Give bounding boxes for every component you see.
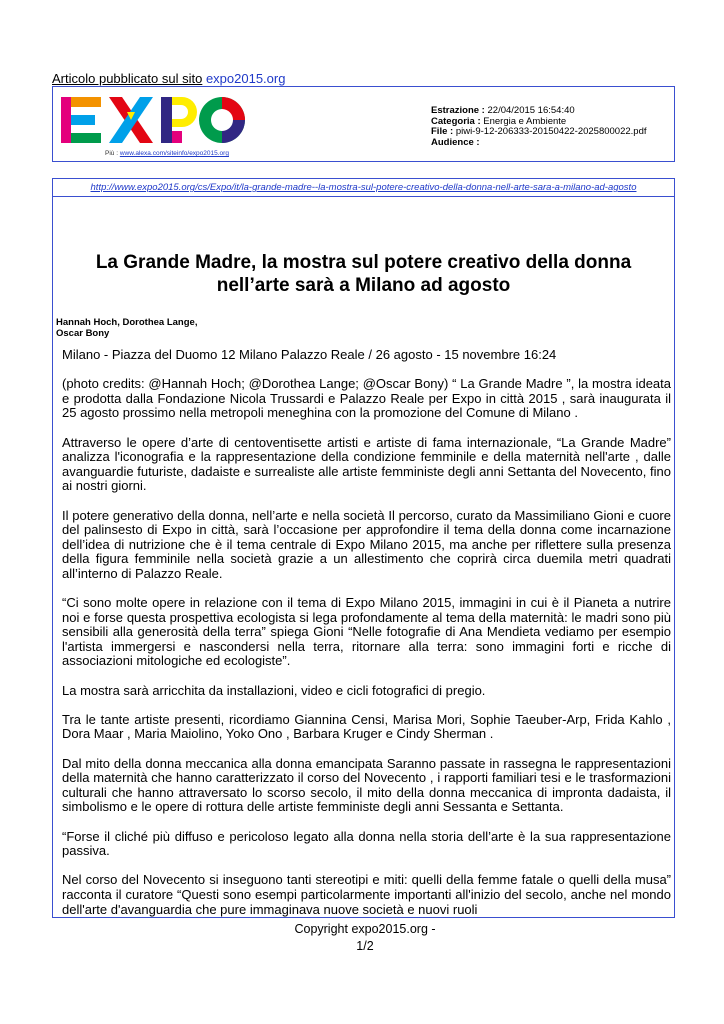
article-paragraph: “Forse il cliché più diffuso e pericoloso legato alla donna nella storia dell’arte è la sua rappresentazione passiva. bbox=[62, 828, 671, 859]
copyright-text: Copyright expo2015.org - bbox=[294, 922, 436, 936]
article-paragraph: Il potere generativo della donna, nell’arte e nella società Il percorso, curato da Massimiliano Gioni e cuore del palinsesto di Expo in città, sarà l’occasione per approfondire il tema della donna come incarnazione dell’idea di nutrizione che è il tema centrale di Expo Milano 2015, ma anche per riflettere sulla presenza della figura femminile nella società grazie a un allestimento che coprirà circa duemila metri quadrati all’interno di Palazzo Reale. bbox=[62, 507, 671, 581]
authors-line-1: Hannah Hoch, Dorothea Lange, bbox=[56, 317, 198, 328]
meta-row-extraction: Estrazione : 22/04/2015 16:54:40 bbox=[431, 105, 575, 116]
article-paragraph: Attraverso le opere d’arte di centoventisette artisti e artiste di fama internazionale, “La Grande Madre” analizza l'iconografia e la rappresentazione della condizione femminile e della maternità nell'arte , dalle avanguardie futuriste, dadaiste e surrealiste alle artiste femministe degli anni Settanta del Novecento, fino ai nostri giorni. bbox=[62, 434, 671, 494]
expo-logo bbox=[59, 93, 247, 147]
extraction-metadata bbox=[431, 106, 647, 148]
logo-caption-prefix: Più : bbox=[105, 150, 119, 157]
article-paragraph: “Ci sono molte opere in relazione con il tema di Expo Milano 2015, immagini in cui è il Pianeta a nutrire noi e forse questa prospettiva ecologista si lega profondamente al tema della maternità: le madri sono più sensibili alla generosità della terra” spiega Gioni “Nelle fotografie di Ana Mendieta vediamo per esempio l'artista immergersi e nascondersi nella terra, ritornare alla terra: sono immagini forti e ricche di associazioni mitologiche ed ecologiste”. bbox=[62, 595, 671, 669]
article-paragraph: La mostra sarà arricchita da installazioni, video e cicli fotografici di pregio. bbox=[62, 682, 486, 698]
site-link[interactable]: expo2015.org bbox=[205, 71, 286, 86]
article-paragraph: Tra le tante artiste presenti, ricordiamo Giannina Censi, Marisa Mori, Sophie Taeuber-Arp, Frida Kahlo , Dora Maar , Maria Maiolino, Yoko Ono , Barbara Kruger e Cindy Sherman . bbox=[62, 711, 671, 742]
article-authors bbox=[56, 317, 241, 339]
article-title-line-1: La Grande Madre, la mostra sul potere creativo della donna bbox=[95, 252, 632, 273]
published-label: Articolo pubblicato sul sito bbox=[52, 71, 203, 86]
page-footer bbox=[270, 921, 460, 955]
meta-row-audience: Audience : bbox=[431, 136, 480, 148]
article-url-link[interactable]: http://www.expo2015.org/cs/Expo/it/la-grande-madre--la-mostra-sul-potere-creativo-della-donna-nell-arte-sara-a-milano-ad-agosto bbox=[90, 182, 637, 193]
article-box bbox=[52, 178, 675, 918]
article-body bbox=[62, 348, 671, 932]
meta-row-file: File : piwi-9-12-206333-20150422-2025800022.pdf bbox=[431, 126, 647, 137]
logo-caption bbox=[105, 150, 229, 157]
article-paragraph: Dal mito della donna meccanica alla donna emancipata Saranno passate in rassegna le rappresentazioni della maternità che hanno caratterizzato il corso del Novecento , i rapporti familiari tesi e le trasformazioni culturali che hanno attraversato lo scorso secolo, il mito della donna meccanica di impronta dadaista, il simbolismo e le opere di rottura delle artiste femministe degli anni Sessanta e Settanta. bbox=[62, 755, 671, 815]
authors-line-2: Oscar Bony bbox=[56, 328, 110, 339]
article-title bbox=[53, 251, 674, 297]
article-url-row bbox=[53, 179, 674, 197]
article-title-line-2: nell’arte sarà a Milano ad agosto bbox=[216, 275, 511, 296]
article-paragraph: Nel corso del Novecento si inseguono tanti stereotipi e miti: quelli della femme fatale o quelli della musa” racconta il curatore “Questi sono esempi particolarmente importanti all'inizio del secolo, anche nel mondo dell'arte d'avanguardia che pure immaginava nuove società e nuovi ruoli bbox=[62, 872, 671, 917]
header-box bbox=[52, 86, 675, 162]
meta-row-category: Categoria : Energia e Ambiente bbox=[431, 115, 567, 127]
alexa-link[interactable]: www.alexa.com/siteinfo/expo2015.org bbox=[119, 150, 229, 157]
article-paragraph: (photo credits: @Hannah Hoch; @Dorothea Lange; @Oscar Bony) “ La Grande Madre ”, la mostra ideata e prodotta dalla Fondazione Nicola Trussardi e Palazzo Reale per Expo in città 2015 , sarà inaugurata il 25 agosto prossimo nella metropoli meneghina con la promozione del Comune di Milano . bbox=[62, 376, 671, 421]
article-paragraph: Milano - Piazza del Duomo 12 Milano Palazzo Reale / 26 agosto - 15 novembre 16:24 bbox=[62, 347, 557, 362]
page-number: 1/2 bbox=[356, 939, 374, 953]
published-on-line bbox=[52, 71, 285, 86]
